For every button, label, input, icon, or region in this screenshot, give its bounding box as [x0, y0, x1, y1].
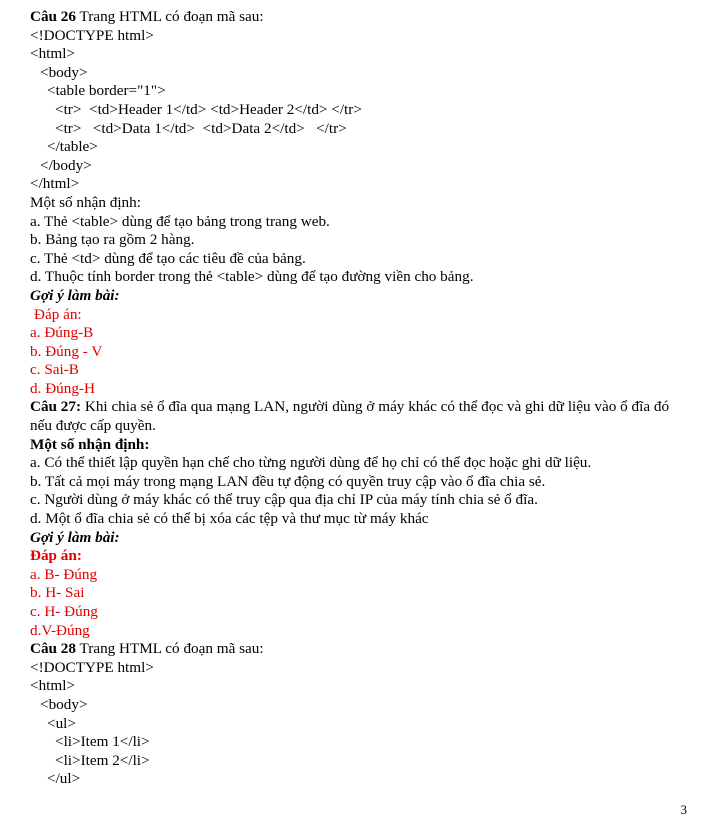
- q28-heading: [30, 640, 690, 659]
- code-line: </html>: [30, 175, 80, 193]
- code-line: <li>Item 1</li>: [55, 733, 150, 751]
- code-line: </ul>: [47, 770, 81, 788]
- q26-answer-c: c. Sai-B: [30, 361, 79, 379]
- code-line: <table border="1">: [47, 82, 166, 100]
- q27-answer-d: d.V-Đúng: [30, 621, 90, 639]
- q26-hint-title: Gợi ý làm bài:: [30, 286, 120, 304]
- code-line: <li>Item 2</li>: [55, 751, 150, 769]
- q27-answer-b: b. H- Sai: [30, 584, 85, 602]
- q26-label: Câu 26: [30, 8, 76, 25]
- q26-statement-d: d. Thuộc tính border trong thẻ <table> dùng để tạo đường viền cho bảng.: [30, 268, 474, 286]
- code-line: <body>: [40, 695, 88, 713]
- code-line: <body>: [40, 63, 88, 81]
- q26-statements-title: Một số nhận định:: [30, 193, 141, 211]
- code-line: </table>: [47, 138, 98, 156]
- q27-answer-a: a. B- Đúng: [30, 565, 98, 583]
- q26-heading: [30, 8, 690, 27]
- q27-intro: Khi chia sẻ ổ đĩa qua mạng LAN, người dùng ở máy khác có thể đọc và ghi dữ liệu vào ổ đĩa đó nếu được cấp quyền.: [30, 398, 670, 435]
- q27-statements-title: Một số nhận định:: [30, 435, 150, 453]
- q26-answer-a: a. Đúng-B: [30, 324, 94, 342]
- q26-statement-a: a. Thẻ <table> dùng để tạo bảng trong trang web.: [30, 212, 330, 230]
- code-line: <tr> <td>Header 1</td> <td>Header 2</td> </tr>: [55, 100, 362, 118]
- code-line: <tr> <td>Data 1</td> <td>Data 2</td> </tr>: [55, 119, 347, 137]
- q28-label: Câu 28: [30, 640, 76, 658]
- q27-label: Câu 27:: [30, 398, 82, 416]
- code-line: <ul>: [47, 714, 76, 732]
- code-line: <html>: [30, 677, 75, 695]
- code-line: <!DOCTYPE html>: [30, 26, 154, 44]
- code-line: </body>: [40, 156, 92, 174]
- q27-heading: [30, 398, 690, 435]
- page-number: 3: [680, 802, 687, 817]
- q27-statement-b: b. Tất cả mọi máy trong mạng LAN đều tự động có quyền truy cập vào ổ đĩa chia sẻ.: [30, 472, 546, 490]
- q27-statement-d: d. Một ổ đĩa chia sẻ có thể bị xóa các tệp và thư mục từ máy khác: [30, 510, 429, 528]
- code-line: <html>: [30, 45, 75, 63]
- q27-statement-a: a. Có thể thiết lập quyền hạn chế cho từng người dùng để họ chỉ có thể đọc hoặc ghi dữ liệu.: [30, 454, 592, 472]
- q27-answer-title: Đáp án:: [30, 547, 82, 565]
- code-line: <!DOCTYPE html>: [30, 658, 154, 676]
- q26-answer-d: d. Đúng-H: [30, 379, 95, 397]
- q26-statement-c: c. Thẻ <td> dùng để tạo các tiêu đề của bảng.: [30, 249, 306, 267]
- q26-answer-b: b. Đúng - V: [30, 342, 103, 360]
- q26-statement-b: b. Bảng tạo ra gồm 2 hàng.: [30, 231, 195, 249]
- document-page: [30, 8, 690, 789]
- q27-answer-c: c. H- Đúng: [30, 603, 98, 620]
- q27-statement-c: c. Người dùng ở máy khác có thể truy cập qua địa chỉ IP của máy tính chia sẻ ổ đĩa.: [30, 491, 538, 509]
- q26-intro: Trang HTML có đoạn mã sau:: [76, 8, 264, 25]
- q26-answer-title: Đáp án:: [34, 305, 82, 323]
- q28-intro: Trang HTML có đoạn mã sau:: [76, 640, 264, 658]
- q27-hint-title: Gợi ý làm bài:: [30, 528, 120, 546]
